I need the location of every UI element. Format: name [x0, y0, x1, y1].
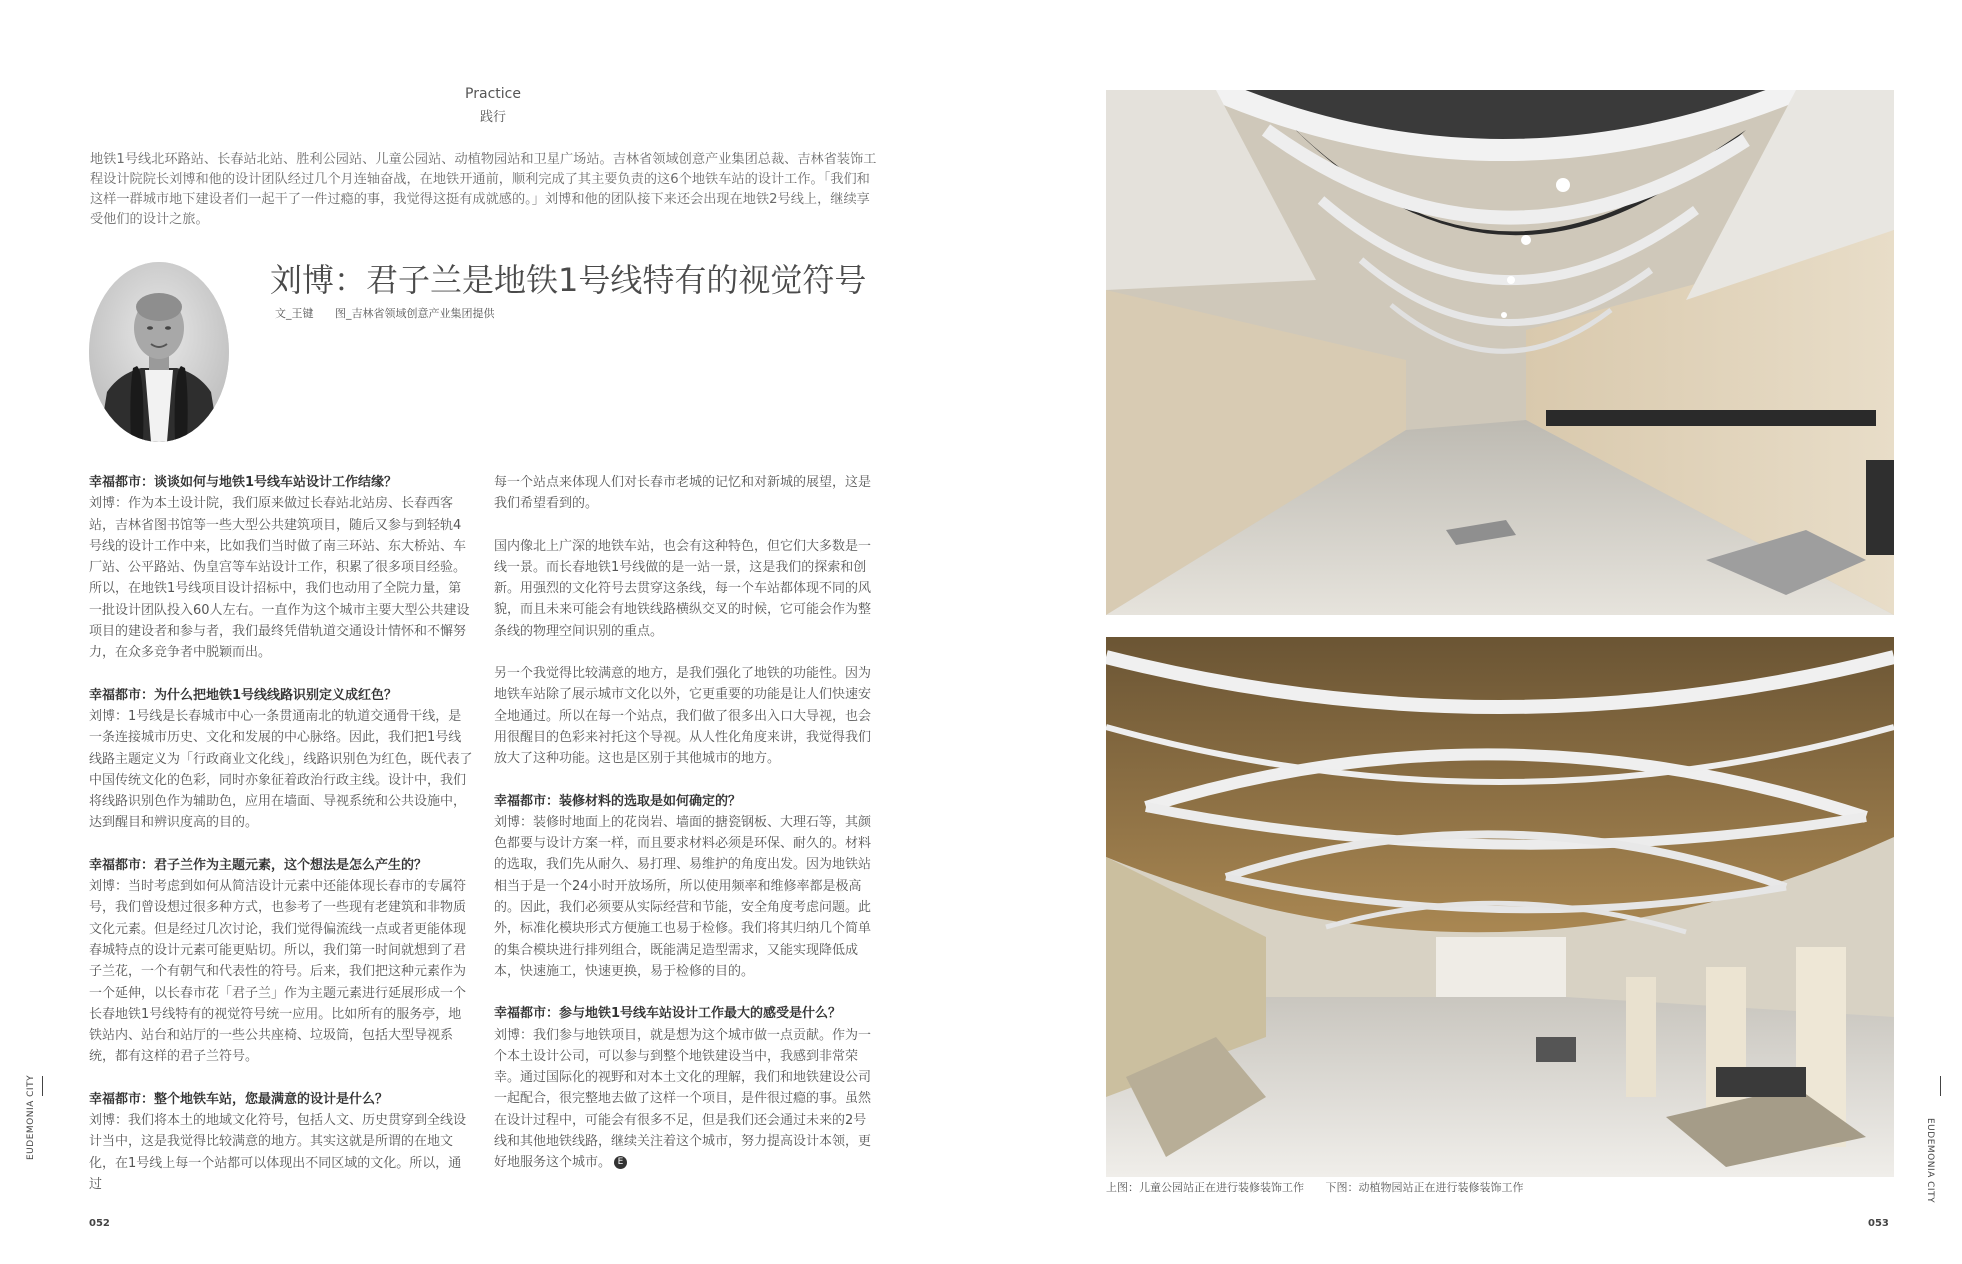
credit-text: 文_王键 — [275, 307, 314, 320]
end-mark-icon: E — [614, 1156, 627, 1169]
magazine-name-left: EUDEMONIA CITY — [26, 1074, 36, 1160]
answer: 刘博：我们参与地铁项目，就是想为这个城市做一点贡献。作为一个本土设计公司，可以参与到整个地铁建设当中，我感到非常荣幸。通过国际化的视野和对本土文化的理解，我们和地铁建设公司一起配合，很完整地去做了这样一个项目，是件很过瘾的事。虽然在设计过程中，可能会有很多不足，但是我们还会通过未来的2号线和其他地铁线路，继续关注着这个城市，努力提高设计本领，更好地服务这个城市。 — [494, 1027, 872, 1171]
article-credits — [275, 305, 513, 321]
answer: 刘博：装修时地面上的花岗岩、墙面的搪瓷钢板、大理石等，其颜色都要与设计方案一样，而且要求材料必须是环保、耐久的。材料的选取，我们先从耐久、易打理、易维护的角度出发。因为地铁站相当于是一个24小时开放场所，所以使用频率和维修率都是极高的。因此，我们必须要从实际经营和节能，安全角度考虑问题。此外，标准化模块形式方便施工也易于检修。我们将其归纳几个简单的集合模块进行排列组合，既能满足造型需求，又能实现降低成本，快速施工，快速更换，易于检修的目的。 — [494, 814, 872, 979]
question: 幸福都市：整个地铁车站，您最满意的设计是什么？ — [89, 1091, 389, 1107]
qa-block — [89, 472, 474, 664]
photo-caption — [1106, 1179, 1542, 1195]
station-photo-top — [1106, 90, 1894, 615]
question: 幸福都市：君子兰作为主题元素，这个想法是怎么产生的？ — [89, 857, 428, 873]
article-title: 刘博：君子兰是地铁1号线特有的视觉符号 — [270, 261, 867, 299]
qa-block — [89, 1089, 474, 1195]
answer: 刘博：当时考虑到如何从简洁设计元素中还能体现长春市的专属符号，我们曾设想过很多种方式，也参考了一些现有老建筑和非物质文化元素。但是经过几次讨论，我们觉得偏流线一点或者更能体现春城特点的设计元素可能更贴切。所以，我们第一时间就想到了君子兰花，一个有朝气和代表性的符号。后来，我们把这种元素作为一个延伸，以长春市花「君子兰」作为主题元素进行延展形成一个长春地铁1号线特有的视觉符号统一应用。比如所有的服务亭，地铁站内、站台和站厅的一些公共座椅、垃圾筒，包括大型导视系统，都有这样的君子兰符号。 — [89, 879, 467, 1065]
question: 幸福都市：谈谈如何与地铁1号线车站设计工作结缘？ — [89, 475, 398, 490]
question: 幸福都市：为什么把地铁1号线线路识别定义成红色？ — [89, 687, 398, 703]
answer: 刘博：1号线是长春城市中心一条贯通南北的轨道交通骨干线，是一条连接城市历史、文化和发展的中心脉络。因此，我们把1号线线路主题定义为「行政商业文化线」，线路识别色为红色，既代表了中国传统文化的色彩，同时亦象征着政治行政主线。设计中，我们将线路识别色作为辅助色，应用在墙面、导视系统和公共设施中，达到醒目和辨识度高的目的。 — [89, 708, 473, 831]
answer: 每一个站点来体现人们对长春市老城的记忆和对新城的展望，这是我们希望看到的。 — [494, 475, 872, 512]
page-number-left: 052 — [89, 1218, 110, 1229]
answer: 刘博：我们将本土的地域文化符号，包括人文、历史贯穿到全线设计当中，这是我觉得比较满意的地方。其实这就是所谓的在地文化，在1号线上每一个站都可以体现出不同区域的文化。所以，通过 — [89, 1113, 467, 1192]
magazine-name-right: EUDEMONIA CITY — [1925, 1118, 1935, 1204]
qa-block — [494, 1003, 879, 1173]
paragraph — [494, 536, 879, 642]
qa-block — [89, 855, 474, 1068]
margin-tick-left — [42, 1076, 43, 1096]
answer: 刘博：作为本土设计院，我们原来做过长春站北站房、长春西客站，吉林省图书馆等一些大型公共建筑项目，随后又参与到轻轨4号线的设计工作中来，比如我们当时做了南三环站、东大桥站、车厂站、公平路站、伪皇宫等车站设计工作，积累了很多项目经验。所以，在地铁1号线项目设计招标中，我们也动用了全院力量，第一批设计团队投入60人左右。一直作为这个城市主要大型公共建设项目的建设者和参与者，我们最终凭借轨道交通设计情怀和不懈努力，在众多竞争者中脱颖而出。 — [89, 496, 470, 661]
answer: 国内像北上广深的地铁车站，也会有这种特色，但它们大多数是一线一景。而长春地铁1号线做的是一站一景，这是我们的探索和创新。用强烈的文化符号去贯穿这条线，每一个车站都体现不同的风貌，而且未来可能会有地铁线路横纵交叉的时候，它可能会作为整条线的物理空间识别的重点。 — [494, 538, 872, 639]
text-column-2 — [494, 472, 879, 1195]
margin-tick-right — [1940, 1076, 1941, 1096]
credit-image: 图_吉林省领域创意产业集团提供 — [335, 307, 495, 320]
portrait-photo — [89, 262, 229, 442]
intro-paragraph: 地铁1号线北环路站、长春站北站、胜利公园站、儿童公园站、动植物园站和卫星广场站。吉林省领域创意产业集团总裁、吉林省装饰工程设计院院长刘博和他的设计团队经过几个月连轴奋战，在地铁开通前，顺利完成了其主要负责的这6个地铁车站的设计工作。「我们和这样一群城市地下建设者们一起干了一件过瘾的事，我觉得这挺有成就感的。」刘博和他的团队接下来还会出现在地铁2号线上，继续享受他们的设计之旅。 — [90, 152, 877, 227]
question: 幸福都市：装修材料的选取是如何确定的？ — [494, 793, 742, 809]
caption-bottom: 下图：动植物园站正在进行装修装饰工作 — [1325, 1181, 1524, 1194]
qa-block — [494, 791, 879, 983]
section-label-zh: 践行 — [479, 110, 506, 125]
section-label-en: Practice — [465, 86, 521, 102]
page-number-right: 053 — [1868, 1218, 1889, 1229]
station-photo-bottom — [1106, 637, 1894, 1177]
paragraph — [494, 472, 879, 515]
qa-block — [89, 685, 474, 834]
question: 幸福都市：参与地铁1号线车站设计工作最大的感受是什么？ — [494, 1006, 842, 1022]
caption-top: 上图：儿童公园站正在进行装修装饰工作 — [1106, 1181, 1304, 1194]
text-column-1 — [89, 472, 474, 1216]
paragraph — [494, 663, 879, 769]
answer: 另一个我觉得比较满意的地方，是我们强化了地铁的功能性。因为地铁车站除了展示城市文化以外，它更重要的功能是让人们快速安全地通过。所以在每一个站点，我们做了很多出入口大导视，也会用很醒目的色彩来衬托这个导视。从人性化角度来讲，我觉得我们放大了这种功能。这也是区别于其他城市的地方。 — [494, 666, 872, 767]
